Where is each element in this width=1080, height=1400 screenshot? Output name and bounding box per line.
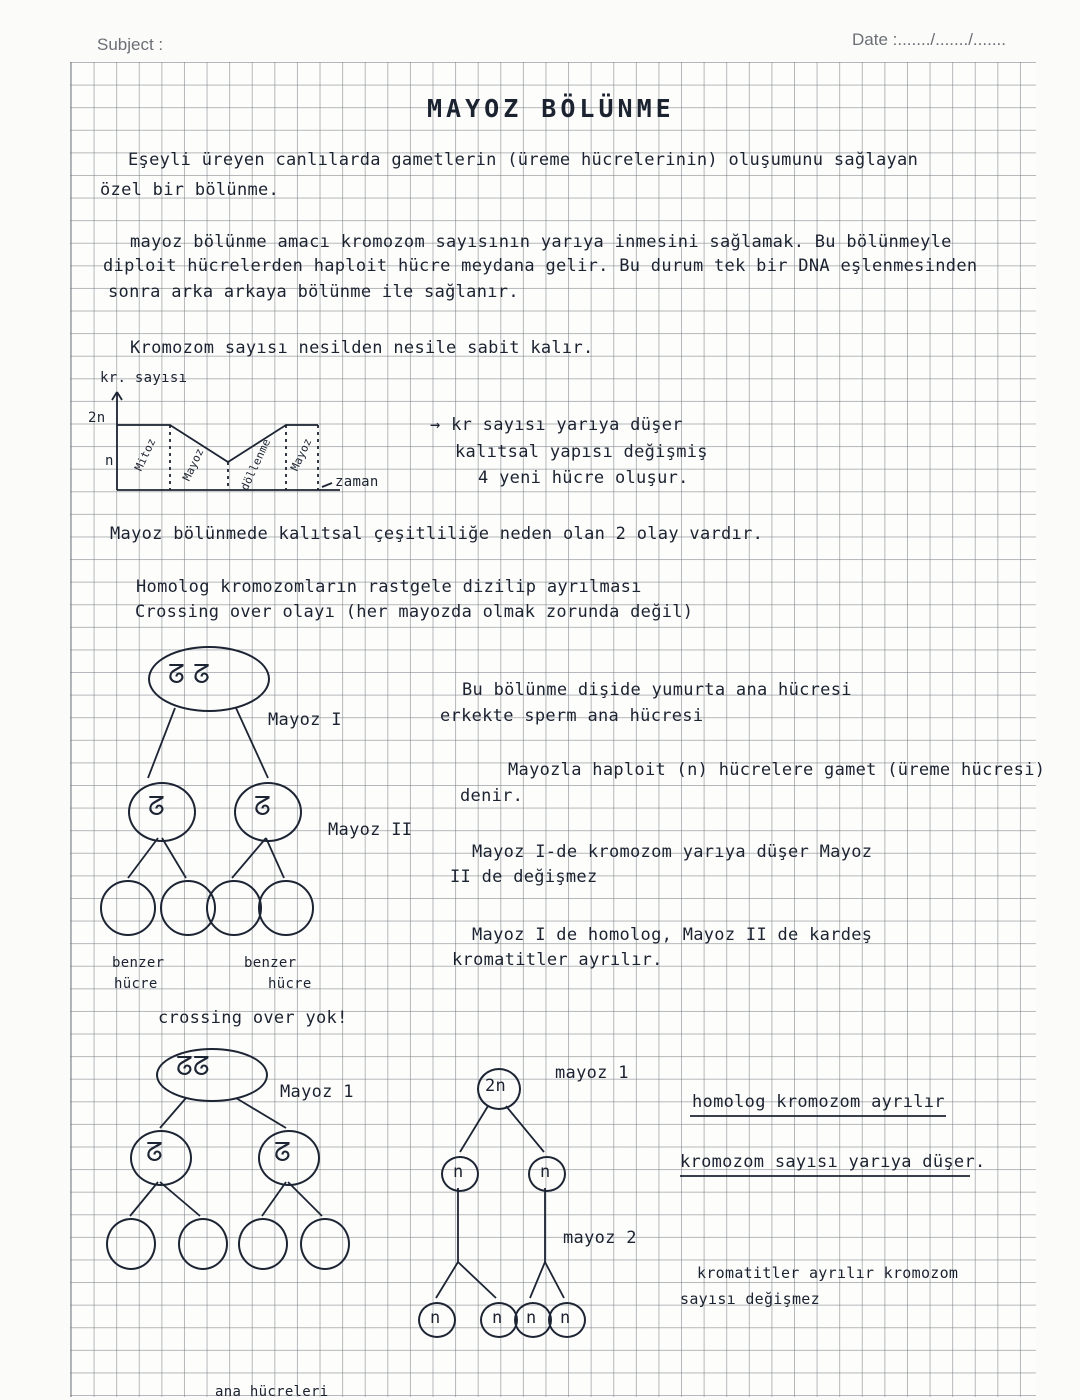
graph-y-label: kr. sayısı [100, 370, 188, 386]
note-1-line-2: erkekte sperm ana hücresi [440, 706, 704, 726]
graph-x-label: zaman [335, 474, 379, 490]
chromosome-pair: ᘔ ᘔ [168, 660, 210, 690]
d3-result-3-line-2: sayısı değişmez [680, 1290, 820, 1308]
graph-note-2: kalıtsal yapısı değişmiş [455, 442, 708, 462]
graph-tick-n: n [105, 453, 114, 469]
graph-phase-dollenme: döllenme [238, 436, 274, 493]
note-2-line-2: denir. [460, 786, 524, 806]
bottom-partial-text: ana hücreleri [215, 1384, 329, 1400]
d1-same-1: benzer [112, 955, 165, 971]
d2-mayoz1-label: Mayoz 1 [280, 1082, 354, 1102]
chromosome: ᘔ [254, 792, 271, 822]
graph-note-3: 4 yeni hücre oluşur. [478, 468, 689, 488]
variation-item-2: Crossing over olayı (her mayozda olmak zorunda değil) [135, 602, 694, 622]
d3-result-3-line-1: kromatitler ayrılır kromozom [697, 1264, 959, 1282]
chromosome-pair: ᘔᘔ [176, 1052, 210, 1082]
d1-mayoz1-label: Mayoz I [268, 710, 342, 730]
purpose-line-1: mayoz bölünme amacı kromozom sayısının yarıya inmesini sağlamak. Bu bölünmeyle [130, 232, 952, 252]
d3-n-g4: n [560, 1308, 571, 1328]
graph-phase-mitoz: Mitoz [132, 436, 159, 473]
note-4-line-1: Mayoz I de homolog, Mayoz II de kardeş [472, 925, 873, 945]
purpose-line-2: diploit hücrelerden haploit hücre meydana gelir. Bu durum tek bir DNA eşlenmesinden [103, 256, 978, 276]
d3-result-2: kromozom sayısı yarıya düşer. [680, 1152, 986, 1172]
variation-item-1: Homolog kromozomların rastgele dizilip ayrılması [136, 577, 642, 597]
d3-mayoz2-label: mayoz 2 [563, 1228, 637, 1248]
chromosome: ᘔ [148, 792, 165, 822]
subject-label: Subject : [97, 35, 164, 54]
d3-result-1: homolog kromozom ayrılır [692, 1092, 945, 1112]
variation-heading: Mayoz bölünmede kalıtsal çeşitliliğe neden olan 2 olay vardır. [110, 524, 764, 544]
note-1-line-1: Bu bölünme dişide yumurta ana hücresi [462, 680, 852, 700]
chromosome: ᘔ [274, 1138, 291, 1168]
intro-line-1: Eşeyli üreyen canlılarda gametlerin (üreme hücrelerinin) oluşumunu sağlayan [128, 150, 919, 170]
intro-line-2: özel bir bölünme. [100, 180, 280, 200]
d3-n-right: n [540, 1162, 551, 1182]
graph-phase-mayoz: Mayoz [180, 446, 207, 483]
d1-same-2b: hücre [268, 976, 312, 992]
d3-n-g1: n [430, 1308, 441, 1328]
d3-n-g2: n [492, 1308, 503, 1328]
note-4-line-2: kromatitler ayrılır. [452, 950, 663, 970]
d1-same-2: benzer [244, 955, 297, 971]
date-label: Date :......./......./....... [852, 30, 1006, 49]
chromosome: ᘔ [146, 1138, 163, 1168]
note-2-line-1: Mayozla haploit (n) hücrelere gamet (üreme hücresi) [508, 760, 1046, 780]
d3-mayoz1-label: mayoz 1 [555, 1063, 629, 1083]
d3-top-label: 2n [485, 1076, 507, 1096]
graph-note-1: → kr sayısı yarıya düşer [430, 415, 683, 435]
d1-no-crossing: crossing over yok! [158, 1008, 348, 1028]
graph-phase-mayoz-2: Mayoz [288, 436, 315, 473]
note-3-line-1: Mayoz I-de kromozom yarıya düşer Mayoz [472, 842, 873, 862]
graph-tick-2n: 2n [88, 410, 106, 426]
d1-mayoz2-label: Mayoz II [328, 820, 413, 840]
d1-same-1b: hücre [114, 976, 158, 992]
d3-n-left: n [453, 1162, 464, 1182]
note-3-line-2: II de değişmez [450, 867, 598, 887]
constant-line: Kromozom sayısı nesilden nesile sabit kalır. [130, 338, 594, 358]
d3-n-g3: n [526, 1308, 537, 1328]
page-title: MAYOZ BÖLÜNME [427, 94, 675, 123]
purpose-line-3: sonra arka arkaya bölünme ile sağlanır. [108, 282, 519, 302]
